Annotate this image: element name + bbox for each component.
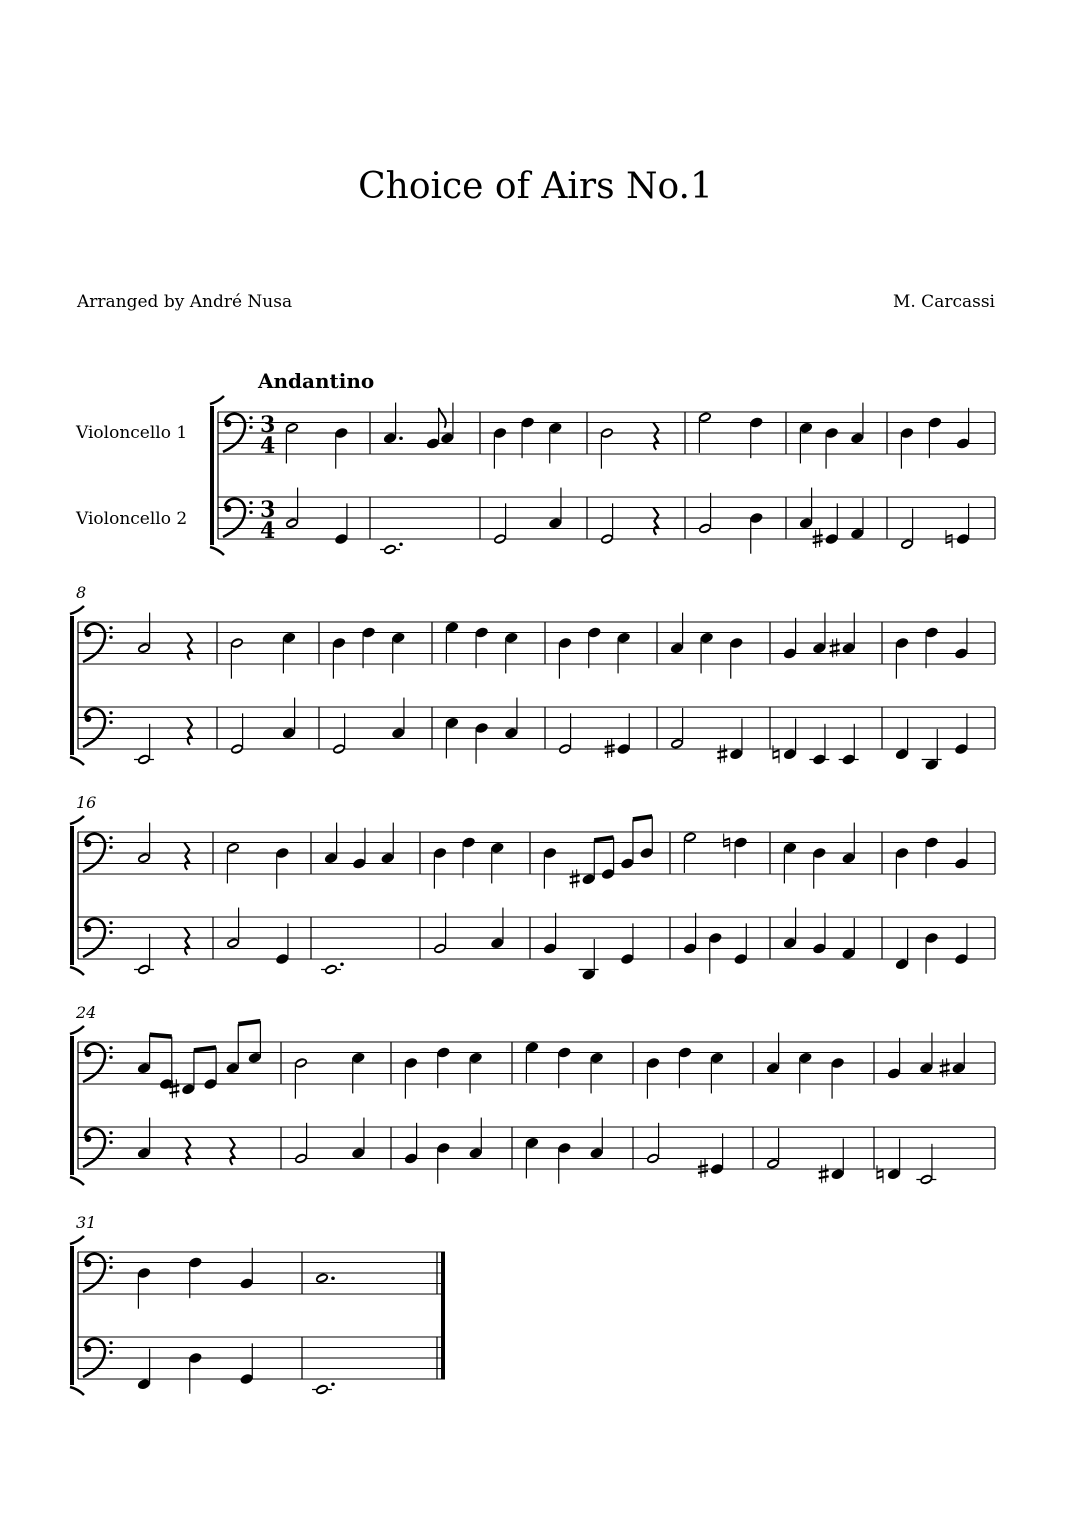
instrument-name-2: Violoncello 2 — [76, 509, 188, 529]
sharp-icon — [940, 1058, 950, 1077]
staff — [78, 832, 995, 874]
quarter-rest — [653, 508, 658, 535]
beam — [194, 1047, 216, 1050]
system-bracket — [70, 606, 84, 765]
beam — [150, 1035, 172, 1037]
system-bracket — [70, 816, 84, 975]
sharp-icon — [819, 1164, 829, 1183]
augmentation-dot — [331, 1382, 335, 1386]
note-flag — [439, 408, 446, 428]
system-bracket — [70, 1026, 84, 1185]
quarter-rest — [184, 843, 189, 870]
staff — [78, 1337, 445, 1379]
composer-credit: M. Carcassi — [892, 292, 995, 312]
staff — [78, 917, 995, 959]
beam — [238, 1021, 260, 1024]
quarter-rest — [185, 1138, 190, 1165]
notehead — [383, 543, 398, 556]
quarter-rest — [187, 633, 192, 660]
arranger-credit: Arranged by André Nusa — [77, 292, 293, 312]
tempo-marking: Andantino — [258, 369, 375, 393]
sharp-icon — [570, 869, 580, 888]
measure-number: 31 — [76, 1213, 97, 1232]
augmentation-dot — [331, 1276, 335, 1280]
notehead — [315, 1383, 330, 1396]
measure-number: 16 — [76, 793, 97, 812]
time-signature-bottom: 4 — [260, 518, 276, 544]
measure-number: 8 — [76, 583, 87, 602]
system-bracket — [210, 396, 224, 555]
quarter-rest — [653, 423, 658, 450]
sharp-icon — [717, 744, 727, 763]
natural-icon — [877, 1165, 883, 1183]
augmentation-dot — [399, 436, 403, 440]
quarter-rest — [187, 718, 192, 745]
staff — [78, 1252, 445, 1294]
staff — [218, 497, 995, 539]
score-title: Choice of Airs No.1 — [358, 166, 713, 207]
measure-number: 24 — [76, 1003, 97, 1022]
notehead — [315, 1272, 330, 1285]
time-signature-top: 3 — [260, 497, 276, 523]
time-signature-bottom: 4 — [260, 433, 276, 459]
staff — [78, 1127, 995, 1169]
staff — [78, 622, 995, 664]
system-bracket — [70, 1236, 84, 1395]
quarter-rest — [230, 1138, 235, 1165]
sharp-icon — [830, 638, 840, 657]
instrument-name-1: Violoncello 1 — [76, 423, 188, 443]
augmentation-dot — [399, 542, 403, 546]
final-barline-thick — [441, 1252, 445, 1379]
beam — [594, 837, 613, 840]
natural-icon — [773, 745, 779, 763]
beam — [633, 816, 652, 819]
quarter-rest — [184, 928, 189, 955]
augmentation-dot — [340, 962, 344, 966]
staff — [78, 707, 995, 749]
notehead — [324, 963, 339, 976]
time-signature-top: 3 — [260, 412, 276, 438]
